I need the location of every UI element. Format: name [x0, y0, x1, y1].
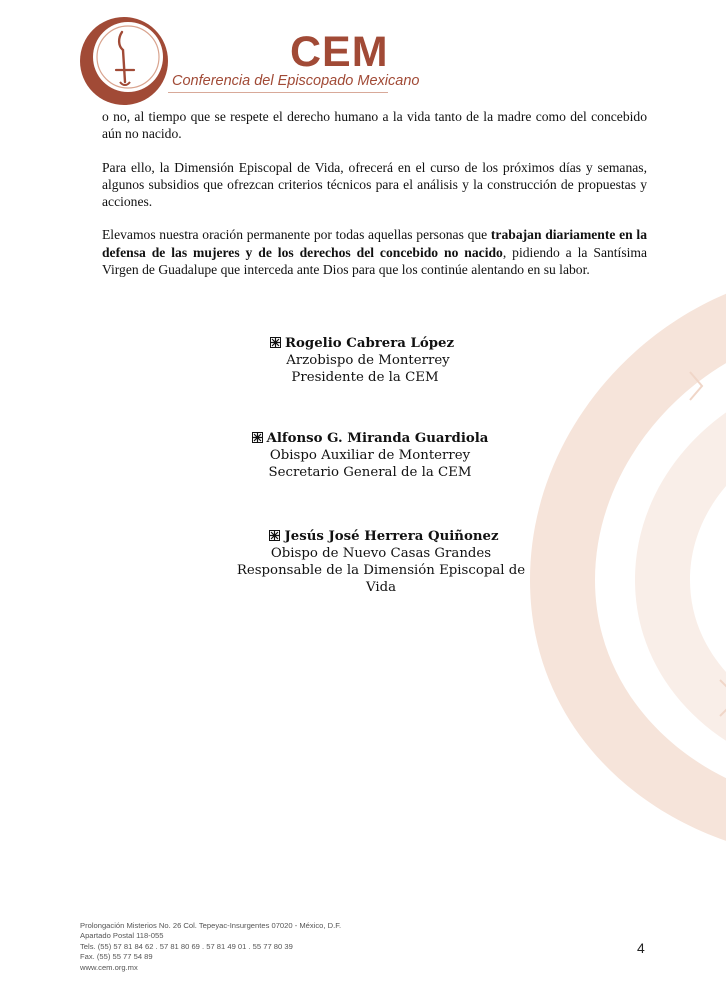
paragraph-3-bold: trabajan diariamente en la defensa de las mujeres y de los derechos del concebido no nacido — [102, 227, 648, 260]
signature-block-1 — [262, 335, 462, 386]
paragraph-2: Para ello, la Dimensión Episcopal de Vida, ofrecerá en el curso de los próximos días y semanas, algunos subsidios que ofrezcan criterios técnicos para el análisis y la construcción de propuestas y acciones. — [102, 159, 647, 210]
signatory-title: Obispo Auxiliar de Monterrey — [269, 448, 471, 463]
footer-fax: Fax. (55) 55 77 54 89 — [80, 952, 153, 962]
episcopal-cross-icon — [252, 432, 263, 443]
page-number: 4 — [637, 940, 645, 956]
signatory-role: Presidente de la CEM — [291, 370, 439, 385]
cem-logo-text: CEM — [290, 28, 389, 76]
logo-divider — [168, 92, 388, 93]
footer-phones: Tels. (55) 57 81 84 62 . 57 81 80 69 . 57 81 49 01 . 55 77 80 39 — [80, 941, 293, 951]
signatory-name: Alfonso G. Miranda Guardiola — [266, 431, 489, 446]
signatory-title: Arzobispo de Monterrey — [286, 353, 450, 368]
signatory-role: Secretario General de la CEM — [268, 465, 472, 480]
cem-logo-icon — [78, 12, 170, 110]
signature-block-3 — [220, 528, 542, 596]
signatory-name: Jesús José Herrera Quiñonez — [284, 529, 499, 544]
paragraph-3-end: , pidiendo a la Santísima Virgen de Guadalupe que interceda ante Dios para que los continúe alentando en su labor. — [102, 244, 648, 278]
episcopal-cross-icon — [270, 337, 281, 348]
paragraph-3 — [102, 226, 647, 278]
signatory-title: Obispo de Nuevo Casas Grandes — [270, 546, 492, 561]
footer-website: www.cem.org.mx — [80, 962, 138, 972]
paragraph-3-start: Elevamos nuestra oración permanente por todas aquellas personas que — [102, 227, 491, 243]
footer-contact — [80, 921, 480, 973]
footer-po-box: Apartado Postal 118-055 — [80, 931, 164, 941]
signatory-role: Responsable de la Dimensión Episcopal de Vida — [236, 563, 526, 595]
letter-body — [102, 108, 647, 294]
signatory-name: Rogelio Cabrera López — [284, 336, 455, 351]
signature-block-2 — [250, 430, 490, 481]
footer-address: Prolongación Misterios No. 26 Col. Tepeyac-Insurgentes 07020 - México, D.F. — [80, 921, 342, 930]
episcopal-cross-icon — [269, 530, 280, 541]
paragraph-1: o no, al tiempo que se respete el derecho humano a la vida tanto de la madre como del concebido aún no nacido. — [102, 109, 647, 142]
cem-logo-subtitle: Conferencia del Episcopado Mexicano — [172, 73, 420, 89]
